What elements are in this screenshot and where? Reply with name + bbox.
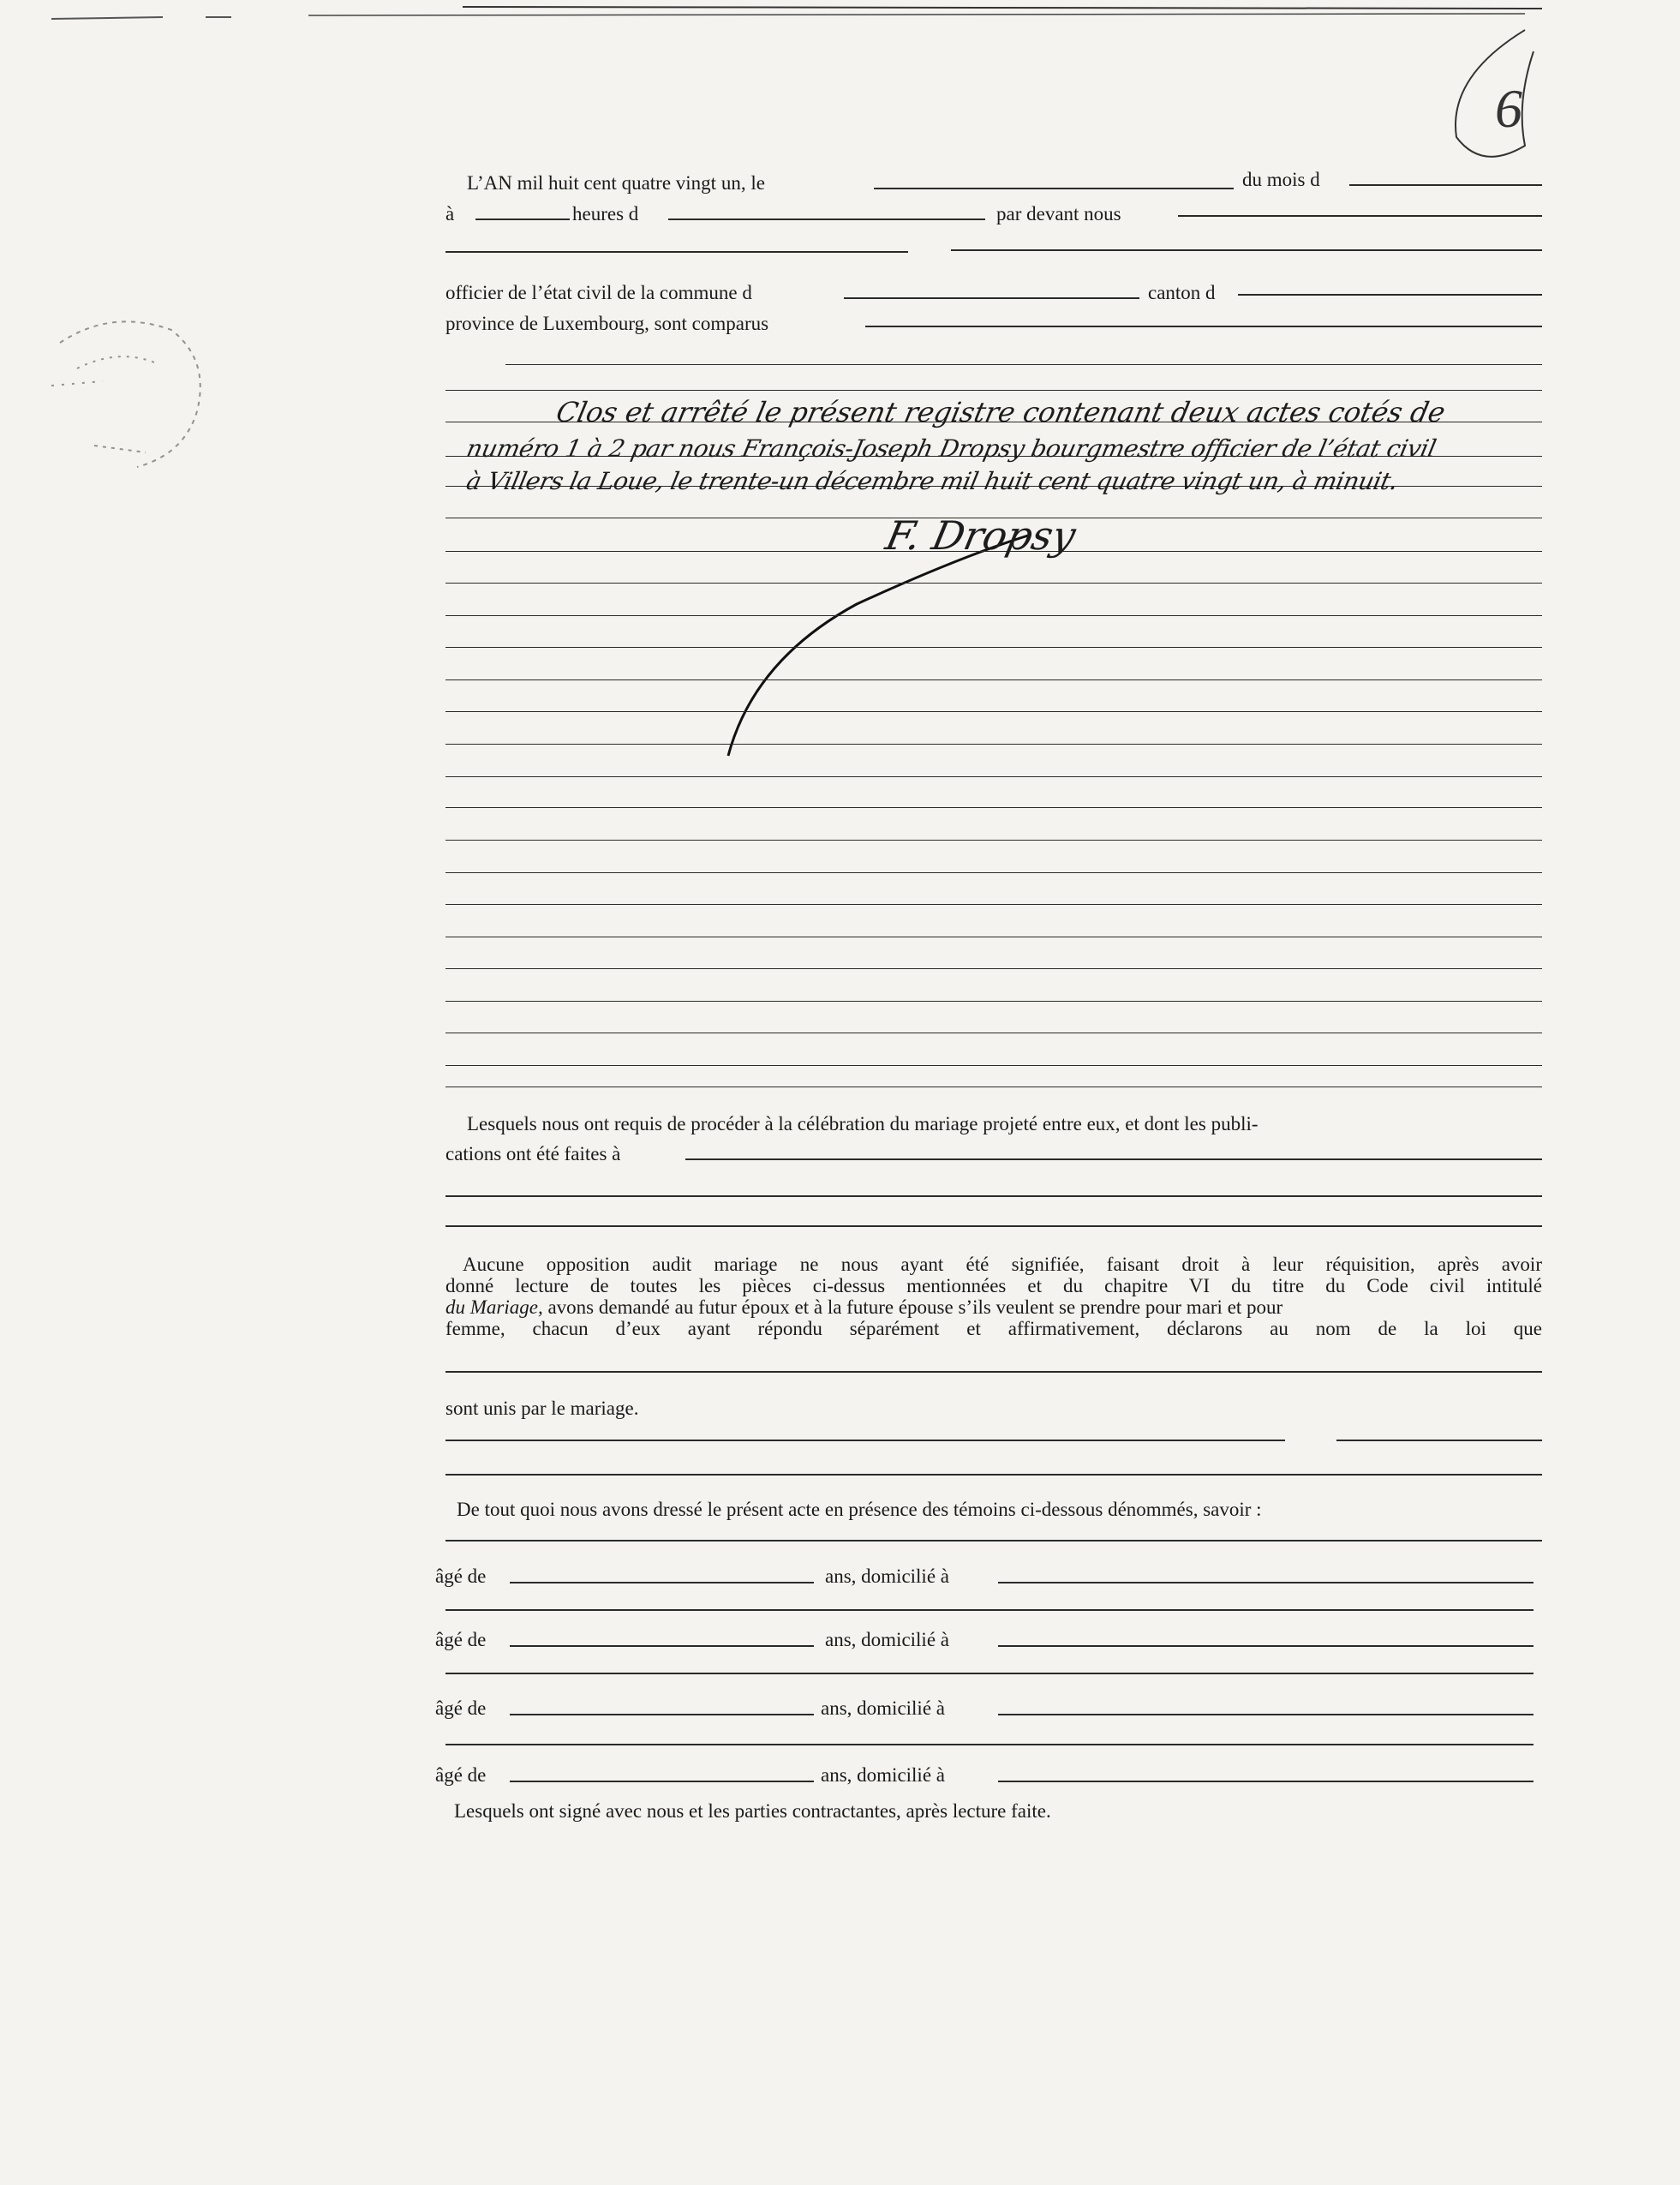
rule-publications-3 [445,1225,1542,1227]
rule-united-1 [445,1440,1285,1441]
rule-publications-2 [445,1195,1542,1197]
handwritten-closing-line-1: Clos et arrêté le présent registre contenant deux actes cotés de [553,396,1449,428]
ruled-line-13 [445,744,1542,745]
witness-3-sub-rule [445,1744,1534,1745]
witness-1-age-rule [510,1582,814,1583]
header-line2-end: par devant nous [996,203,1121,224]
witness-2-age-rule [510,1645,814,1647]
ruled-line-11 [445,679,1542,680]
seal-stamp-mark [51,321,200,467]
rule-before [1178,215,1542,217]
page-number: 6 [1495,78,1522,139]
ruled-line-8 [445,583,1542,584]
publications-line1: Lesquels nous ont requis de procéder à la célébration du mariage projeté entre eux, et dont les publi- [467,1113,1259,1134]
rule-hour [475,218,570,220]
witness-1-domicile-label: ans, domicilié à [825,1565,949,1587]
ruled-line-15 [445,807,1542,808]
witness-1-domicile-rule [998,1582,1534,1583]
ruled-line-21 [445,1001,1542,1002]
handwritten-closing-line-3: à Villers la Loue, le trente-un décembre mil huit cent quatre vingt un, à minuit. [463,467,1401,495]
witness-4-domicile-label: ans, domicilié à [821,1764,945,1786]
header-line3-start: officier de l’état civil de la commune d [445,282,752,303]
header-line4-start: province de Luxembourg, sont comparus [445,313,769,334]
witness-1-age-label: âgé de [435,1565,487,1587]
header-line1-end: du mois d [1242,169,1320,190]
ruled-line-17 [445,872,1542,873]
rule-comparus [865,326,1542,327]
rule-witnesses-top [445,1540,1542,1541]
witness-3-age-label: âgé de [435,1697,487,1719]
opposition-line4: femme, chacun d’eux ayant répondu séparément et affirmativement, déclarons au nom de la loi que [445,1318,1542,1339]
handwritten-signature: F. Dropsy [882,512,1080,559]
closing-text: Lesquels ont signé avec nous et les parties contractantes, après lecture faite. [454,1800,1051,1822]
witness-2-age-label: âgé de [435,1629,487,1650]
ruled-line-2 [445,390,1542,391]
opposition-line3 [445,1296,1542,1318]
opposition-line2: donné lecture de toutes les pièces ci-dessus mentionnées et du chapitre VI du titre du Code civil intitulé [445,1275,1542,1296]
rule-publications [685,1158,1542,1160]
ruled-line-23 [445,1065,1542,1066]
opposition-line1: Aucune opposition audit mariage ne nous ayant été signifiée, faisant droit à leur réquisition, après avoir [463,1254,1542,1275]
rule-hours-of [668,218,985,220]
rule-canton [1238,294,1542,296]
opposition-line3-rest: avons demandé au futur époux et à la future épouse s’ils veulent se prendre pour mari et pour [547,1296,1283,1318]
rule-month [1349,184,1542,186]
ruled-line-9 [445,615,1542,616]
witnesses-intro: De tout quoi nous avons dressé le présent acte en présence des témoins ci-dessous dénommés, savoir : [457,1499,1262,1520]
ruled-line-12 [445,711,1542,712]
witness-4-age-rule [510,1781,814,1782]
handwritten-closing-line-2: numéro 1 à 2 par nous François-Joseph Dropsy bourgmestre officier de l’état civil [463,434,1439,463]
ruled-line-16 [445,840,1542,841]
witness-4-age-label: âgé de [435,1764,487,1786]
witness-4-domicile-rule [998,1781,1534,1782]
header-line2-mid: heures d [572,203,639,224]
ruled-line-10 [445,647,1542,648]
witness-3-domicile-label: ans, domicilié à [821,1697,945,1719]
rule-blank-2 [951,249,1542,251]
witness-2-domicile-label: ans, domicilié à [825,1629,949,1650]
rule-commune [844,297,1139,299]
ruled-line-20 [445,968,1542,969]
publications-line2: cations ont été faites à [445,1143,621,1164]
witness-2-domicile-rule [998,1645,1534,1647]
witness-3-domicile-rule [998,1714,1534,1715]
header-line2-start: à [445,203,455,224]
rule-united-3 [445,1474,1542,1476]
ruled-line-1 [505,364,1542,365]
rule-date [874,188,1234,189]
witness-3-age-rule [510,1714,814,1715]
united-text: sont unis par le mariage. [445,1398,639,1419]
header-line3-end: canton d [1148,282,1216,303]
opposition-line3-italic: du Mariage, [445,1296,543,1318]
rule-declare-1 [445,1371,1542,1373]
witness-1-sub-rule [445,1609,1534,1611]
ruled-line-14 [445,776,1542,777]
rule-blank-1 [445,251,908,253]
ruled-line-18 [445,904,1542,905]
witness-2-sub-rule [445,1673,1534,1674]
header-line1-start: L’AN mil huit cent quatre vingt un, le [467,172,765,194]
rule-united-2 [1336,1440,1542,1441]
